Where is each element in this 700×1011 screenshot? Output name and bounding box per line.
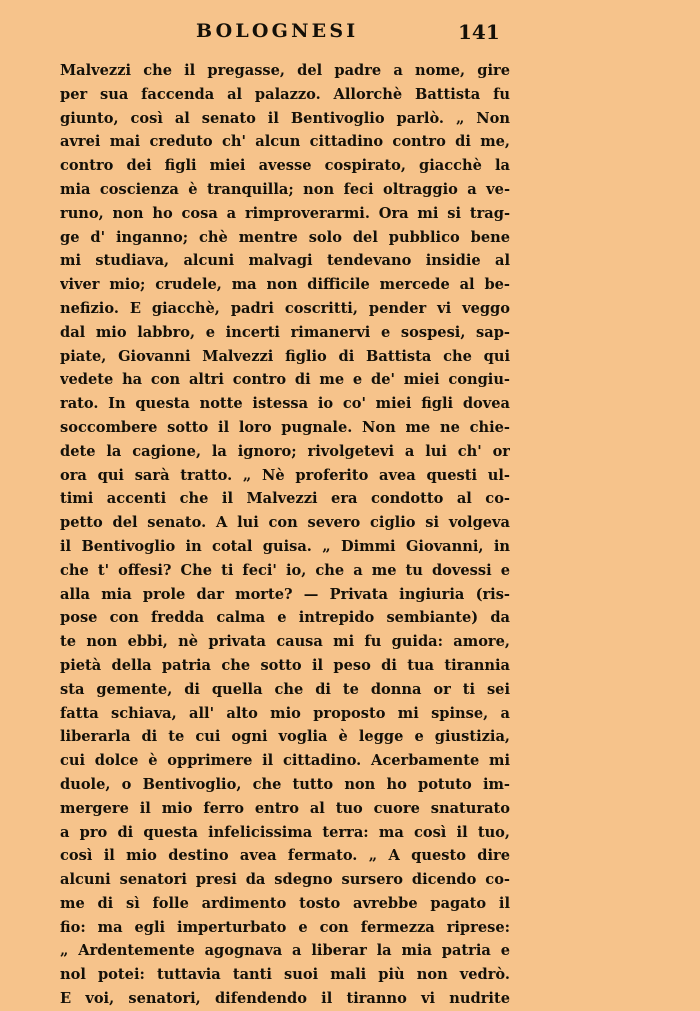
- text-line: mergere il mio ferro entro al tuo cuore snaturato: [60, 799, 510, 817]
- text-line: mia coscienza è tranquilla; non feci oltraggio a ve-: [60, 180, 510, 198]
- text-line: E voi, senatori, difendendo il tiranno vi nudrite: [60, 990, 510, 1008]
- text-line: pose con fredda calma e intrepido sembiante) da: [60, 609, 510, 627]
- text-line: il Bentivoglio in cotal guisa. „ Dimmi Giovanni, in: [60, 537, 510, 555]
- text-line: nol potei: tuttavia tanti suoi mali più non vedrò.: [60, 966, 510, 984]
- text-line: te non ebbi, nè privata causa mi fu guida: amore,: [60, 633, 510, 651]
- running-head: BOLOGNESI: [196, 20, 359, 42]
- text-line: viver mio; crudele, ma non difficile mercede al be-: [60, 276, 510, 294]
- text-line: a pro di questa infelicissima terra: ma così il tuo,: [60, 823, 510, 841]
- text-line: me di sì folle ardimento tosto avrebbe pagato il: [60, 894, 510, 912]
- text-line: liberarla di te cui ogni voglia è legge e giustizia,: [60, 728, 510, 746]
- text-line: ge d' inganno; chè mentre solo del pubblico bene: [60, 228, 510, 246]
- text-line: nefizio. E giacchè, padri coscritti, pender vi veggo: [60, 299, 510, 317]
- text-line: runo, non ho cosa a rimproverarmi. Ora mi si trag-: [60, 204, 510, 222]
- text-line: contro dei figli miei avesse cospirato, giacchè la: [60, 157, 510, 175]
- text-line: dete la cagione, la ignoro; rivolgetevi a lui ch' or: [60, 442, 510, 460]
- text-line: pietà della patria che sotto il peso di tua tirannia: [60, 656, 510, 674]
- text-line: sta gemente, di quella che di te donna or ti sei: [60, 680, 510, 698]
- text-line: vedete ha con altri contro di me e de' miei congiu-: [60, 371, 510, 389]
- text-line: piate, Giovanni Malvezzi figlio di Battista che qui: [60, 347, 510, 365]
- text-line: avrei mai creduto ch' alcun cittadino contro di me,: [60, 133, 510, 151]
- text-line: dal mio labbro, e incerti rimanervi e sospesi, sap-: [60, 323, 510, 341]
- text-line: duole, o Bentivoglio, che tutto non ho potuto im-: [60, 775, 510, 793]
- text-line: cui dolce è opprimere il cittadino. Acerbamente mi: [60, 752, 510, 770]
- text-line: Malvezzi che il pregasse, del padre a nome, gire: [60, 62, 510, 79]
- text-line: giunto, così al senato il Bentivoglio parlò. „ Non: [60, 109, 510, 127]
- text-line: timi accenti che il Malvezzi era condotto al co-: [60, 490, 510, 508]
- text-line: soccombere sotto il loro pugnale. Non me ne chie-: [60, 418, 510, 436]
- text-line: fio: ma egli imperturbato e con fermezza riprese:: [60, 918, 510, 936]
- text-line: rato. In questa notte istessa io co' miei figli dovea: [60, 395, 510, 413]
- page-number: 141: [458, 20, 500, 44]
- text-line: che t' offesi? Che ti feci' io, che a me tu dovessi e: [60, 561, 510, 579]
- text-line: fatta schiava, all' alto mio proposto mi spinse, a: [60, 704, 510, 722]
- text-line: alla mia prole dar morte? — Privata ingiuria (ris-: [60, 585, 510, 603]
- text-line: per sua faccenda al palazzo. Allorchè Battista fu: [60, 85, 510, 103]
- text-line: petto del senato. A lui con severo ciglio si volgeva: [60, 514, 510, 532]
- text-line: così il mio destino avea fermato. „ A questo dire: [60, 847, 510, 865]
- text-line: mi studiava, alcuni malvagi tendevano insidie al: [60, 252, 510, 270]
- text-line: „ Ardentemente agognava a liberar la mia patria e: [60, 942, 510, 960]
- text-line: alcuni senatori presi da sdegno sursero dicendo co-: [60, 871, 510, 889]
- body-text: [60, 59, 510, 1011]
- text-line: ora qui sarà tratto. „ Nè proferito avea questi ul-: [60, 466, 510, 484]
